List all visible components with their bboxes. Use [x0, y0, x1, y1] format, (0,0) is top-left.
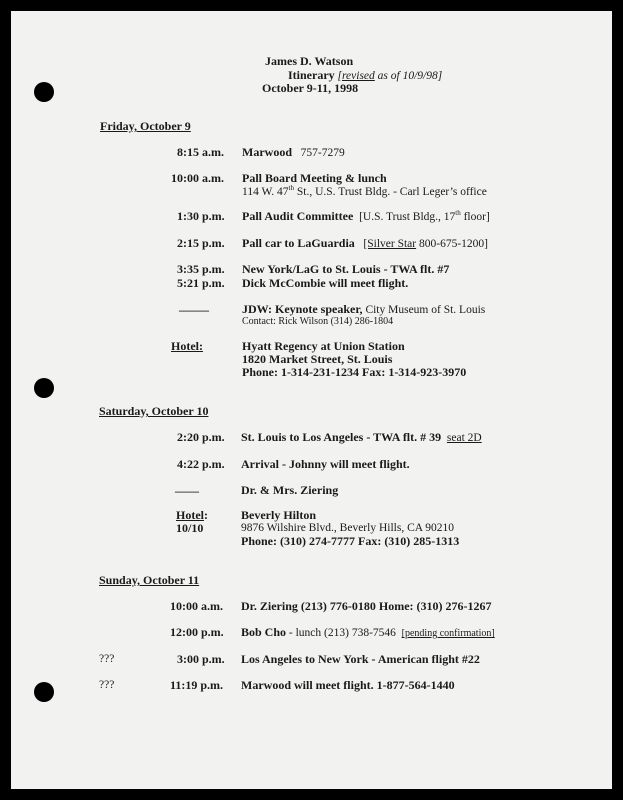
event-detail: Marwood 757-7279 — [242, 145, 345, 159]
hotel-name: Hyatt Regency at Union Station — [242, 339, 405, 353]
hotel-phone: Phone: (310) 274-7777 Fax: (310) 285-1313 — [241, 534, 460, 548]
event-title: Arrival - Johnny will meet flight. — [241, 457, 410, 471]
event-detail: St. Louis to Los Angeles - TWA flt. # 39 seat 2D — [241, 430, 482, 444]
event-title: Dr. & Mrs. Ziering — [241, 483, 339, 497]
hotel-address: 1820 Market Street, St. Louis — [242, 352, 393, 366]
event-title: Pall Board Meeting & lunch — [242, 171, 387, 185]
event-time: 10:00 a.m. — [170, 599, 223, 613]
binder-hole — [34, 378, 54, 398]
traveler-name: James D. Watson — [265, 54, 354, 68]
hotel-address: 9876 Wilshire Blvd., Beverly Hills, CA 90210 — [241, 522, 455, 534]
hotel-date: 10/10 — [176, 521, 204, 535]
event-time: 4:22 p.m. — [177, 457, 225, 471]
itinerary-heading: Itinerary [revised as of 10/9/98] — [288, 68, 443, 82]
event-title: Dr. Ziering (213) 776-0180 Home: (310) 276-1267 — [241, 599, 492, 613]
event-time: 8:15 a.m. — [177, 145, 224, 159]
hotel-phone: Phone: 1-314-231-1234 Fax: 1-314-923-3970 — [242, 365, 467, 379]
event-time: 2:15 p.m. — [177, 236, 225, 250]
uncertain-flag: ??? — [99, 653, 115, 665]
day-heading-saturday: Saturday, October 10 — [99, 404, 209, 418]
event-detail: Pall Audit Committee [U.S. Trust Bldg., 17th floor] — [242, 209, 490, 223]
event-time: 1:30 p.m. — [177, 209, 225, 223]
itinerary-dates: October 9-11, 1998 — [262, 81, 359, 95]
event-time: 10:00 a.m. — [171, 171, 224, 185]
event-title: New York/LaG to St. Louis - TWA flt. #7 — [242, 262, 450, 276]
event-time: 5:21 p.m. — [177, 276, 225, 290]
binder-hole — [34, 82, 54, 102]
hotel-label: Hotel: — [171, 339, 203, 353]
event-time-blank: ____ — [175, 480, 199, 494]
event-time: 11:19 p.m. — [170, 678, 224, 692]
event-title: Marwood will meet flight. 1-877-564-1440 — [241, 678, 455, 692]
hotel-label: Hotel: — [176, 508, 208, 522]
event-contact: Contact: Rick Wilson (314) 286-1804 — [242, 316, 394, 327]
uncertain-flag: ??? — [99, 679, 115, 691]
event-title: Dick McCombie will meet flight. — [242, 276, 409, 290]
day-heading-friday: Friday, October 9 — [100, 119, 191, 133]
event-time: 3:35 p.m. — [177, 262, 225, 276]
document-page — [11, 11, 612, 789]
binder-hole — [34, 682, 54, 702]
event-time: 2:20 p.m. — [177, 430, 225, 444]
event-detail: Pall car to LaGuardia [Silver Star 800-675-1200] — [242, 236, 488, 250]
event-time: 12:00 p.m. — [170, 625, 224, 639]
hotel-name: Beverly Hilton — [241, 508, 316, 522]
day-heading-sunday: Sunday, October 11 — [99, 573, 200, 587]
event-address: 114 W. 47th St., U.S. Trust Bldg. - Carl Leger’s office — [242, 184, 487, 198]
event-detail: JDW: Keynote speaker, City Museum of St. Louis — [242, 302, 486, 316]
event-time: 3:00 p.m. — [177, 652, 225, 666]
event-time-blank: _____ — [179, 299, 209, 313]
event-detail: Bob Cho - lunch (213) 738-7546 [pending confirmation] — [241, 625, 495, 639]
event-title: Los Angeles to New York - American flight #22 — [241, 652, 480, 666]
